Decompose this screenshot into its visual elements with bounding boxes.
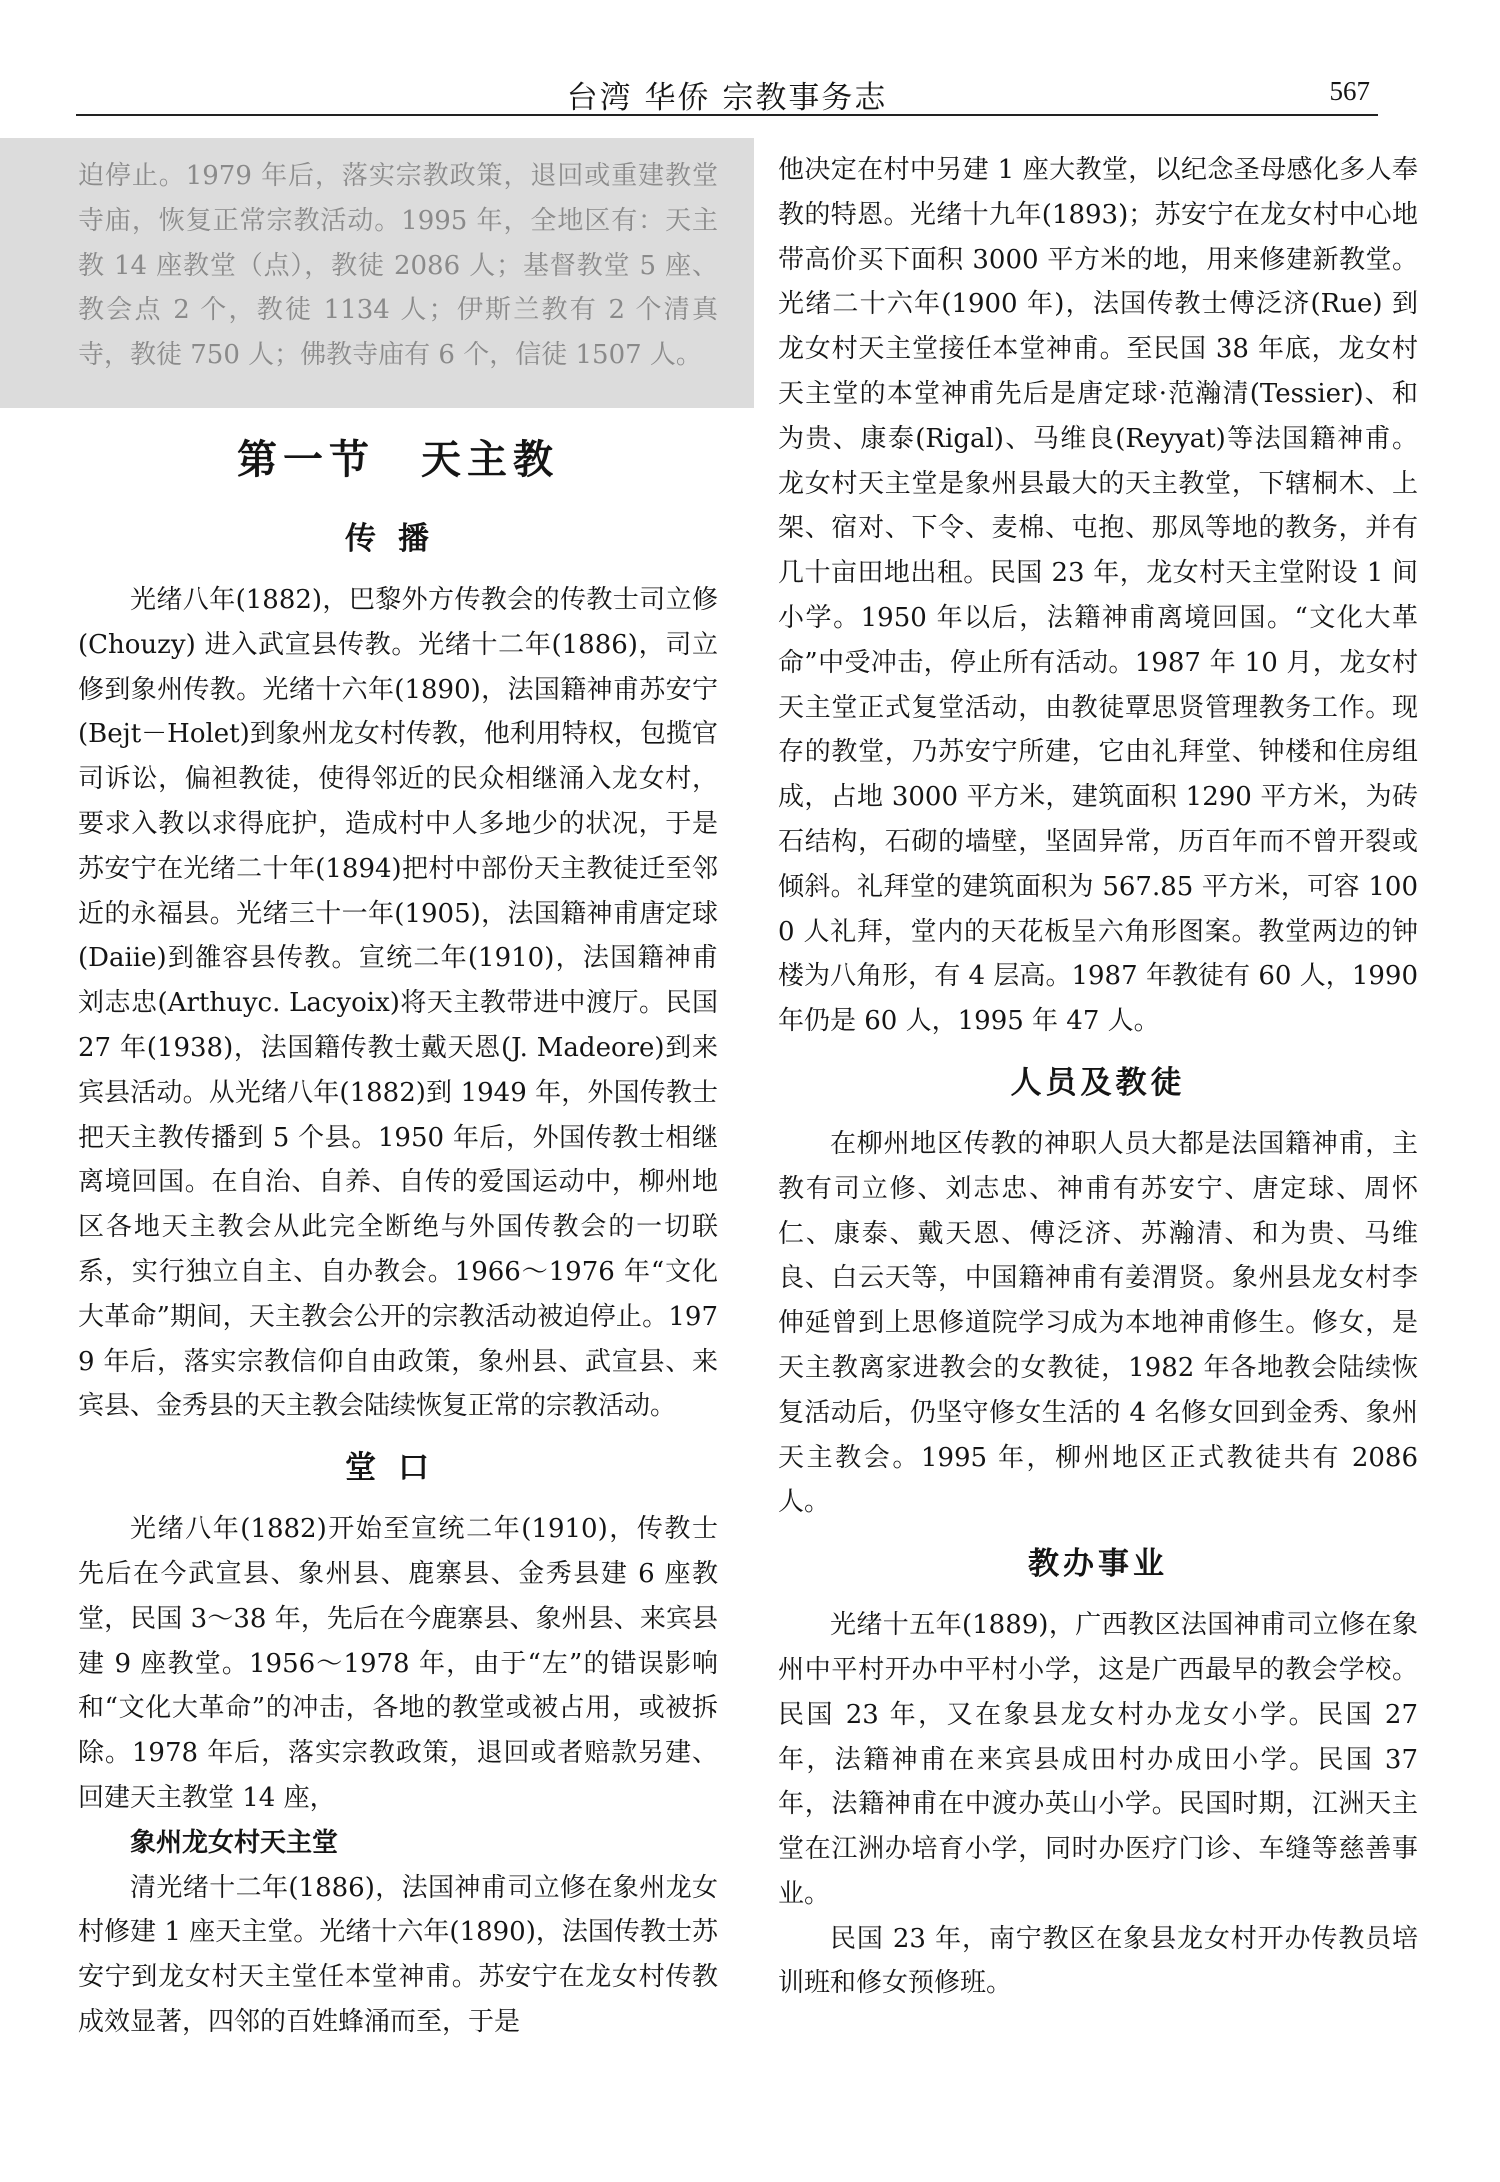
header-title: 台湾 华侨 宗教事务志 [566, 80, 888, 116]
heading-churches: 堂口 [345, 1450, 451, 1487]
left-column [78, 420, 718, 2045]
page-number: 567 [1329, 76, 1370, 106]
heading-education: 教办事业 [1028, 1546, 1168, 1583]
paragraph-spread: 光绪八年(1882)，巴黎外方传教会的传教士司立修(Chouzy) 进入武宣县传教。光绪十二年(1886)，司立修到象州传教。光绪十六年(1890)，法国籍神甫苏安宁(Bejt－Holet)到象州龙女村传教，他利用特权，包揽官司诉讼，偏袒教徒，使得邻近的民众相继涌入龙女村，要求入教以求得庇护，造成村中人多地少的状况，于是苏安宁在光绪二十年(1894)把村中部份天主教徒迁至邻近的永福县。光绪三十一年(1905)，法国籍神甫唐定球(Daiie)到雒容县传教。宣统二年(1910)，法国籍神甫刘志忠(Arthuyc. Lacyoix)将天主教带进中渡厅。民国 27 年(1938)，法国籍传教士戴天恩(J. Madeore)到来宾县活动。从光绪八年(1882)到 1949 年，外国传教士把天主教传播到 5 个县。1950 年后，外国传教士相继离境回国。在自治、自养、自传的爱国运动中，柳州地区各地天主教会从此完全断绝与外国传教会的一切联系，实行独立自主、自办教会。1966～1976 年“文化大革命”期间，天主教会公开的宗教活动被迫停止。1979 年后，落实宗教信仰自由政策，象州县、武宣县、来宾县、金秀县的天主教会陆续恢复正常的宗教活动。 [78, 585, 718, 1422]
paragraph-longnu-part2: 他决定在村中另建 1 座大教堂，以纪念圣母感化多人奉教的特恩。光绪十九年(1893)；苏安宁在龙女村中心地带高价买下面积 3000 平方米的地，用来修建新教堂。光绪二十六年(1900 年)，法国传教士傅泛济(Rue) 到龙女村天主堂接任本堂神甫。至民国 38 年底，龙女村天主堂的本堂神甫先后是唐定球·范瀚清(Tessier)、和为贵、康泰(Rigal)、马维良(Reyyat)等法国籍神甫。龙女村天主堂是象州县最大的天主教堂，下辖桐木、上架、宿对、下令、麦棉、屯抱、那凤等地的教务，并有几十亩田地出租。民国 23 年，龙女村天主堂附设 1 间小学。1950 年以后，法籍神甫离境回国。“文化大革命”中受冲击，停止所有活动。1987 年 10 月，龙女村天主堂正式复堂活动，由教徒覃思贤管理教务工作。现存的教堂，乃苏安宁所建，它由礼拜堂、钟楼和住房组成，占地 3000 平方米，建筑面积 1290 平方米，为砖石结构，石砌的墙壁，坚固异常，历百年而不曾开裂或倾斜。礼拜堂的建筑面积为 567.85 平方米，可容 1000 人礼拜，堂内的天花板呈六角形图案。教堂两边的钟楼为八角形，有 4 层高。1987 年教徒有 60 人，1990 年仍是 60 人，1995 年 47 人。 [778, 155, 1418, 1037]
paragraph-churches: 光绪八年(1882)开始至宣统二年(1910)，传教士先后在今武宣县、象州县、鹿寨县、金秀县建 6 座教堂，民国 3～38 年，先后在今鹿寨县、象州县、来宾县建 9 座教堂。1956～1978 年，由于“左”的错误影响和“文化大革命”的冲击，各地的教堂或被占用，或被拆除。1978 年后，落实宗教政策，退回或者赔款另建、回建天主教堂 14 座， [78, 1514, 718, 1813]
paragraph-education-2: 民国 23 年，南宁教区在象县龙女村开办传教员培训班和修女预修班。 [778, 1923, 1418, 1999]
intro-block [78, 154, 718, 378]
paragraph-personnel: 在柳州地区传教的神职人员大都是法国籍神甫，主教有司立修、刘志忠、神甫有苏安宁、唐定球、周怀仁、康泰、戴天恩、傅泛济、苏瀚清、和为贵、马维良、白云天等，中国籍神甫有姜渭贤。象州县龙女村李伸延曾到上思修道院学习成为本地神甫修生。修女，是天主教离家进教会的女教徒，1982 年各地教会陆续恢复活动后，仍坚守修女生活的 4 名修女回到金秀、象州天主教会。1995 年，柳州地区正式教徒共有 2086 人。 [778, 1128, 1418, 1518]
section-title: 第一节 天主教 [237, 436, 559, 483]
paragraph-longnu-part1: 清光绪十二年(1886)，法国神甫司立修在象州龙女村修建 1 座天主堂。光绪十六年(1890)，法国传教士苏安宁到龙女村天主堂任本堂神甫。苏安宁在龙女村传教成效显著，四邻的百姓蜂涌而至，于是 [78, 1872, 718, 2037]
heading-spread: 传播 [345, 521, 451, 557]
paragraph-education-1: 光绪十五年(1889)，广西教区法国神甫司立修在象州中平村开办中平村小学，这是广西最早的教会学校。民国 23 年，又在象县龙女村办龙女小学。民国 27 年，法籍神甫在来宾县成田村办成田小学。民国 37 年，法籍神甫在中渡办英山小学。民国时期，江洲天主堂在江洲办培育小学，同时办医疗门诊、车缝等慈善事业。 [778, 1610, 1418, 1909]
subheading-longnu-church: 象州龙女村天主堂 [130, 1827, 339, 1858]
intro-paragraph: 迫停止。1979 年后，落实宗教政策，退回或重建教堂寺庙，恢复正常宗教活动。1995 年，全地区有：天主教 14 座教堂（点），教徒 2086 人；基督教堂 5 座、教会点 2 个，教徒 1134 人；伊斯兰教有 2 个清真寺，教徒 750 人；佛教寺庙有 6 个，信徒 1507 人。 [78, 161, 718, 371]
right-column [778, 148, 1418, 2006]
header-rule [76, 114, 1378, 116]
heading-personnel: 人员及教徒 [1010, 1064, 1186, 1101]
